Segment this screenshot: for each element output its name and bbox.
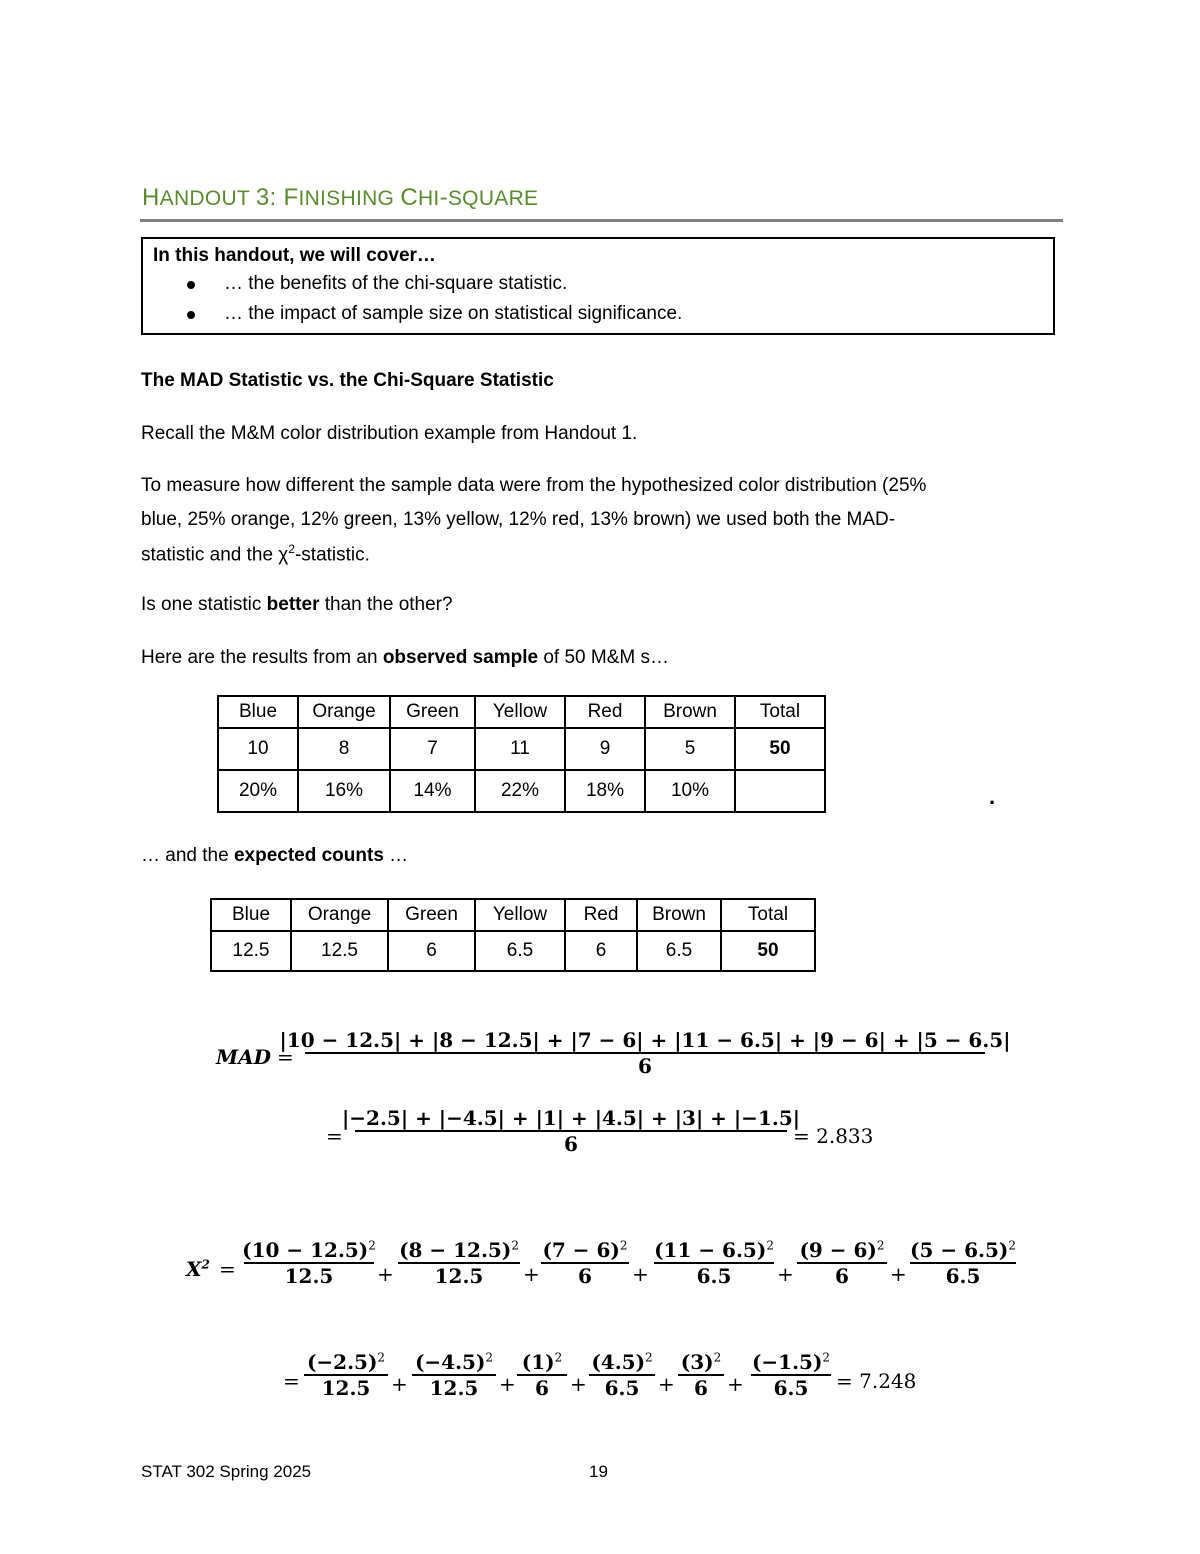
section-title: The MAD Statistic vs. the Chi-Square Statistic [141,370,554,391]
plus-sign: + [499,1372,516,1396]
chi-term-fraction [412,1350,496,1400]
chi-term-numerator: $(7 - 6)^2$ [542,1238,628,1262]
chi-term-fraction [244,1238,374,1288]
plus-sign: + [890,1262,907,1286]
equals-sign: = [219,1257,236,1281]
plus-sign: + [570,1372,587,1396]
chi-term-fraction [398,1238,520,1288]
observed-table [217,695,826,813]
chi-term-numerator: $(10 - 12.5)^2$ [242,1238,376,1262]
equals-sign: = [283,1369,300,1393]
chi-term-numerator: $(5 - 6.5)^2$ [910,1238,1016,1262]
chi-term-denominator: 6.5 [945,1264,981,1288]
plus-sign: + [727,1372,744,1396]
chi-term-fraction [797,1238,887,1288]
chi-term-fraction [589,1350,655,1400]
chi-term-denominator: 12.5 [284,1264,334,1288]
page-heading: HANDOUT 3: FINISHING CHI-SQUARE [142,184,539,211]
mad-label: MAD [216,1045,271,1069]
plus-sign: + [777,1262,794,1286]
heading-rule [140,219,1063,222]
mad-result: = 2.833 [793,1124,874,1148]
chi-term-denominator: 12.5 [321,1376,371,1400]
observed-intro: Here are the results from an observed sample of 50 M&M s… [141,647,669,668]
measure-line-3: statistic and the $\chi^2$-statistic. [141,542,370,566]
table-row: 10 8 7 11 9 5 50 [218,728,825,770]
chi-term-denominator: 6.5 [696,1264,732,1288]
chi-term-denominator: 6.5 [604,1376,640,1400]
equals-sign: = [277,1045,294,1069]
chi-term-denominator: 6 [835,1264,849,1288]
chi-term-fraction [654,1238,774,1288]
expected-intro: … and the expected counts … [141,845,409,866]
mad-fraction: |10 − 12.5| + |8 − 12.5| + |7 − 6| + |11 − 6.5| + |9 − 6| + |5 − 6.5| 6 [279,1028,1011,1078]
chi-term-fraction [517,1350,567,1400]
chi-term-fraction [751,1350,831,1400]
chi-term-numerator: $(9 - 6)^2$ [799,1238,885,1262]
chi-term-numerator: $(-2.5)^2$ [306,1350,386,1374]
chi-term-numerator: $(-4.5)^2$ [414,1350,494,1374]
chi-term-fraction [304,1350,388,1400]
chi-term-fraction [910,1238,1016,1288]
chi-term-fraction [678,1350,724,1400]
measure-line-1: To measure how different the sample data were from the hypothesized color distribution (25% [141,475,927,496]
stray-dot: . [989,784,996,809]
plus-sign: + [523,1262,540,1286]
chi-result: = 7.248 [836,1369,917,1393]
table-header-row: Blue Orange Green Yellow Red Brown Total [211,899,815,931]
plus-sign: + [391,1372,408,1396]
chi-term-numerator: $(3)^2$ [680,1350,722,1374]
chi-term-denominator: 6.5 [773,1376,809,1400]
chi-term-fraction [541,1238,629,1288]
recall-paragraph: Recall the M&M color distribution example from Handout 1. [141,423,638,444]
expected-table [210,898,816,972]
measure-line-2: blue, 25% orange, 12% green, 13% yellow, 12% red, 13% brown) we used both the MAD- [141,509,896,530]
plus-sign: + [377,1262,394,1286]
chi-term-denominator: 6 [578,1264,592,1288]
chi-label: $X^2$ [186,1257,210,1281]
chi-term-numerator: $(11 - 6.5)^2$ [654,1238,774,1262]
footer-page-number: 19 [589,1462,608,1481]
plus-sign: + [632,1262,649,1286]
chi-term-numerator: $(4.5)^2$ [591,1350,653,1374]
chi-term-denominator: 6 [694,1376,708,1400]
chi-term-numerator: $(8 - 12.5)^2$ [399,1238,519,1262]
chi-term-denominator: 12.5 [429,1376,479,1400]
table-header-row: Blue Orange Green Yellow Red Brown Total [218,696,825,728]
chi-term-numerator: $(-1.5)^2$ [751,1350,831,1374]
coverage-title: In this handout, we will cover… [153,245,436,266]
chi-term-denominator: 6 [535,1376,549,1400]
bullet-icon [187,311,195,319]
plus-sign: + [658,1372,675,1396]
chi-term-denominator: 12.5 [434,1264,484,1288]
coverage-box: In this handout, we will cover… … the benefits of the chi-square statistic. … the impact of sample size on statistical significance. [141,237,1055,335]
chi-term-numerator: $(1)^2$ [521,1350,563,1374]
question-paragraph: Is one statistic better than the other? [141,594,453,615]
mad-fraction: |−2.5| + |−4.5| + |1| + |4.5| + |3| + |−1.5| 6 [342,1106,801,1156]
footer-course: STAT 302 Spring 2025 [141,1462,312,1481]
table-row: 12.5 12.5 6 6.5 6 6.5 50 [211,931,815,971]
bullet-icon [187,281,195,289]
table-row: 20% 16% 14% 22% 18% 10% [218,770,825,812]
equals-sign: = [326,1124,343,1148]
